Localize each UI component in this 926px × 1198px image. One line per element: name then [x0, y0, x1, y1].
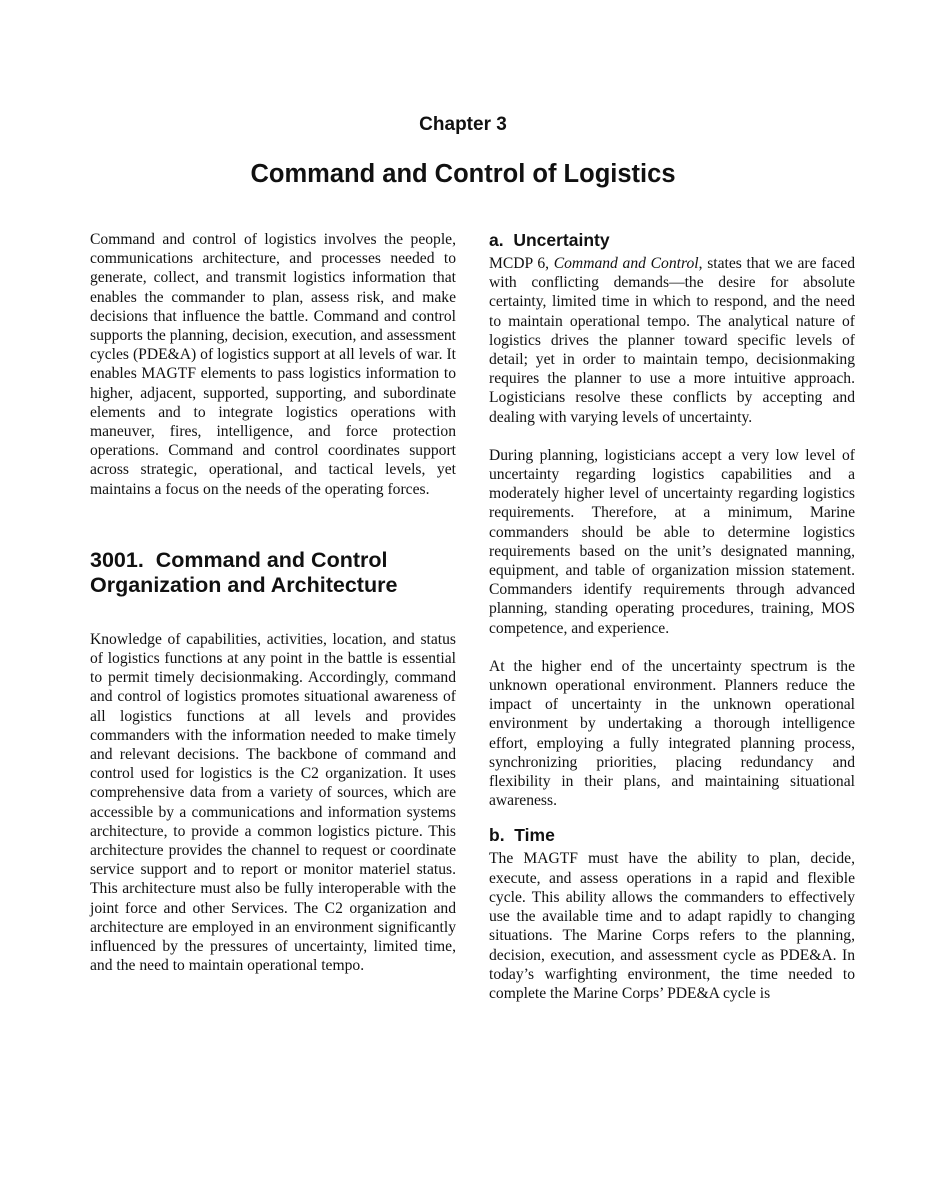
- chapter-title: Command and Control of Logistics: [250, 160, 676, 188]
- publication-title: Command and Control: [553, 255, 699, 272]
- section-3001-paragraph: Knowledge of capabilities, activities, location, and status of logistics functions at any point in the battle is essential to permit timely decisionmaking. Accordingly, command and control of logistics promotes situational awareness of all logistics functions at all levels and provides commanders with the information needed to make timely and relevant decisions. The backbone of command and control used for logistics is the C2 organization. It uses comprehensive data from a variety of sources, which are accessible by a communications and information systems architecture, to provide a common logistics picture. This architecture provides the channel to request or coordinate service support and to report or monitor materiel status. This architecture must also be fully interoperable with the joint force and other Services. The C2 organization and architecture are employed in an environment significantly influenced by the pressures of uncertainty, limited time, and the need to maintain operational tempo.: [90, 630, 456, 975]
- right-column: [489, 230, 855, 1003]
- section-heading-line2: Organization and Architecture: [90, 572, 398, 597]
- section-heading-line1: 3001. Command and Control: [90, 547, 388, 572]
- intro-paragraph: Command and control of logistics involves the people, communications architecture, and processes needed to generate, collect, and transmit logistics information that enables the commander to plan, assess risk, and make decisions that influence the battle. Command and control supports the planning, decision, execution, and assessment cycles (PDE&A) of logistics support at all levels of war. It enables MAGTF elements to pass logistics information to higher, adjacent, supported, supporting, and subordinate elements and to integrate logistics operations with maneuver, fires, intelligence, and force protection operations. Command and control coordinates support across strategic, operational, and tactical levels, yet maintains a focus on the needs of the operating forces.: [90, 231, 456, 498]
- uncertainty-p1-prefix: MCDP 6,: [489, 255, 554, 272]
- uncertainty-paragraph-1: [489, 254, 855, 427]
- chapter-label: Chapter 3: [419, 114, 507, 135]
- uncertainty-p1-rest: , states that we are faced with conflicting demands—the desire for absolute certainty, limited time in which to respond, and the need to maintain operational tempo. The analytical nature of logistics drives the planner toward specific levels of detail; yet in order to maintain tempo, decisionmaking requires the planner to use a more intuitive approach. Logisticians resolve these conflicts by accepting and dealing with varying levels of uncertainty.: [489, 255, 856, 426]
- time-heading: b. Time: [489, 825, 555, 846]
- left-column: [90, 230, 456, 976]
- uncertainty-paragraph-2: During planning, logisticians accept a very low level of uncertainty regarding logistics capabilities and a moderately higher level of uncertainty regarding logistics requirements. Therefore, at a minimum, Marine commanders should be able to determine logistics requirements based on the unit’s designated manning, equipment, and table of organization mission statement. Commanders identify requirements through advanced planning, standing operating procedures, training, MOS competence, and experience.: [489, 446, 855, 637]
- section-heading-3001: [90, 548, 456, 598]
- uncertainty-paragraph-3: At the higher end of the uncertainty spectrum is the unknown operational environment. Planners reduce the impact of uncertainty in the unknown operational environment by undertaking a thorough intelligence effort, employing a fully integrated planning process, synchronizing priorities, placing redundancy and flexibility in their plans, and maintaining situational awareness.: [489, 657, 855, 810]
- time-paragraph-1: The MAGTF must have the ability to plan, decide, execute, and assess operations in a rapid and flexible cycle. This ability allows the commanders to effectively use the available time and to adapt rapidly to changing situations. The Marine Corps refers to the planning, decision, execution, and assessment cycle as PDE&A. In today’s warfighting environment, the time needed to complete the Marine Corps’ PDE&A cycle is: [489, 850, 855, 1002]
- uncertainty-heading: a. Uncertainty: [489, 230, 610, 250]
